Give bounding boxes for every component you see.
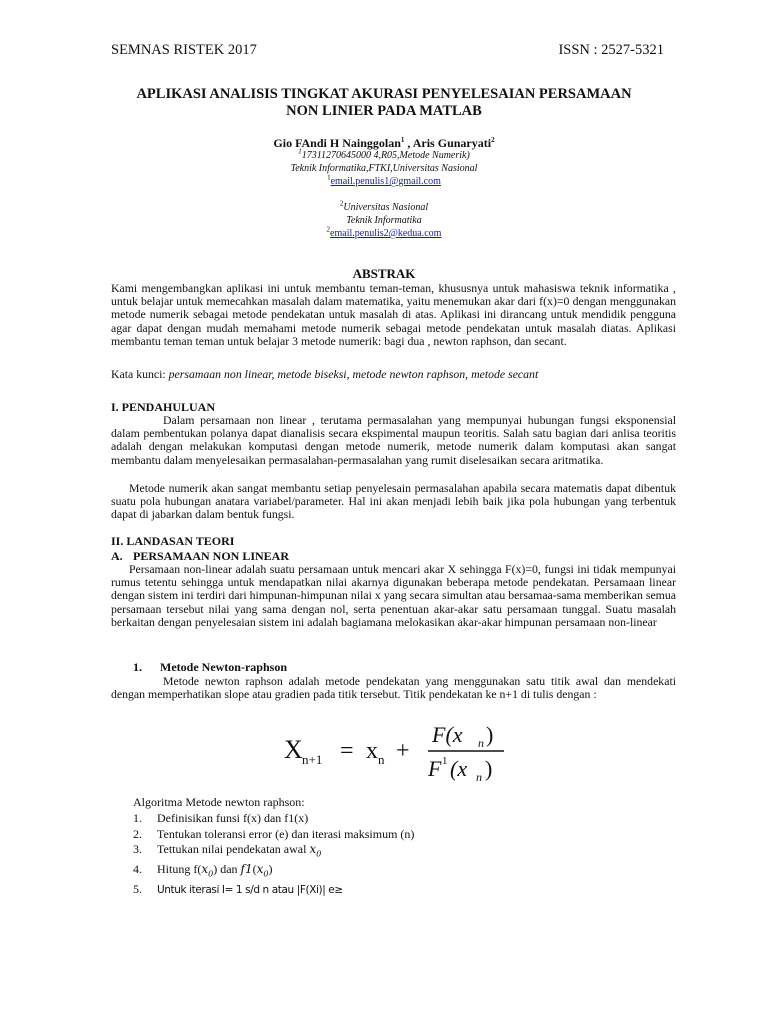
item-number: 4. xyxy=(133,862,142,877)
math-x: x xyxy=(309,842,317,857)
formula-lhs: X xyxy=(284,735,303,764)
method-1-number: 1. xyxy=(133,660,142,674)
item-text: Tentukan toleransi error (e) dan iterasi maksimum (n) xyxy=(157,826,415,841)
aff1-id-line: 17311270645000 4,R05,Metode Numerik) xyxy=(301,150,470,161)
section-1-heading: I. PENDAHULUAN xyxy=(111,400,216,414)
list-item xyxy=(133,811,414,827)
formula-lhs-sub: n+1 xyxy=(302,752,323,767)
section-2-paragraph-1: Persamaan non-linear adalah suatu persamaan untuk mencari akar X sehingga F(x)=0, fungsi ini tidak mempunyai rumus tetentu sehingga untuk mendapatkan nilai akarnya digunakan beberapa metode pendekatan. Persamaan linear dengan sistem ini terdiri dari himpunan-himpunan nilai x yang secara simultan atau bersamaa-sama memberikan semua persamaan tersebut nilai yang sama dengan nol, serta penentuan akar-akar satu persamaan tunggal. Suatu masalah berkaitan dengan penyelesaian sistem ini adalah bagiamana melokasikan akar-akar himpunan persamaan non-linear xyxy=(111,562,676,629)
running-header-right: ISSN : 2527-5321 xyxy=(558,42,664,58)
formula-denominator-close: ) xyxy=(485,756,493,781)
aff2-univ: Universitas Nasional xyxy=(343,202,429,213)
math-x: x xyxy=(201,862,209,877)
method-1-title: Metode Newton-raphson xyxy=(160,660,287,674)
author-line xyxy=(100,136,668,150)
method-1-paragraph: Metode newton raphson adalah metode pendekatan yang menggunakan satu titik awal dan mendekati dengan memperhatikan slope atau gradien pada titik tersebut. Titik pendekatan ke n+1 di tulis dengan : xyxy=(111,674,676,702)
formula-denominator-sub: n xyxy=(476,770,482,782)
item-number: 2. xyxy=(133,826,142,841)
formula-equals: = xyxy=(340,738,354,764)
list-item xyxy=(133,882,414,899)
newton-raphson-formula xyxy=(280,718,540,782)
math-x: x xyxy=(256,862,264,877)
author-2-sup: 2 xyxy=(491,136,495,144)
list-item xyxy=(133,827,414,843)
item-text: Tettukan nilai pendekatan awal xyxy=(157,842,310,857)
formula-denominator-rest: (x xyxy=(450,756,468,781)
email-link-2[interactable]: email.penulis2@kedua.com xyxy=(330,228,442,239)
item-text: Definisikan funsi f(x) dan f1(x) xyxy=(157,811,309,825)
keywords-text: persamaan non linear, metode biseksi, metode newton raphson, metode secant xyxy=(168,367,539,381)
algorithm-title: Algoritma Metode newton raphson: xyxy=(133,795,305,809)
abstract-heading: ABSTRAK xyxy=(352,266,416,281)
formula-x-sub: n xyxy=(378,752,385,767)
math-sub: 0 xyxy=(208,869,214,879)
subsection-a-title: PERSAMAAN NON LINEAR xyxy=(133,549,290,563)
author-2: Aris Gunaryati xyxy=(412,136,492,150)
math-x0 xyxy=(309,842,322,859)
aff1-email-sup: 1 xyxy=(327,173,331,182)
math-sub: 0 xyxy=(316,849,322,859)
abstract-body: Kami mengembangkan aplikasi ini untuk membantu teman-teman, khususnya untuk mahasiswa teknik informatika , untuk belajar untuk memecahkan masalah dalam matematika, yaitu menemukan akar dari f(x)=0 dengan menggunakan metode numerik sebagai metode pendekatan untuk masalah di atas. Aplikasi ini dirancang untuk mendidik pengguna agar dapat dengan mudah memahami metode numerik sebagai metode pendekatan untuk masalah diatas. Aplikasi membantu teman teman untuk belajar 3 metode numerik: bagi dua , newton raphson, dan secant. xyxy=(111,281,676,348)
item-4-mid: ) dan xyxy=(213,862,241,877)
email-link-1[interactable]: email.penulis1@gmail.com xyxy=(330,176,441,187)
item-number: 1. xyxy=(133,811,142,825)
affiliation-1-email-line xyxy=(100,173,668,188)
affiliation-1-dept: Teknik Informatika,FTKI,Universitas Nasional xyxy=(290,163,478,174)
subsection-a-heading xyxy=(111,549,289,563)
list-item xyxy=(133,842,414,862)
formula-denominator-sup: 1 xyxy=(442,755,448,767)
aff2-sup: 2 xyxy=(339,199,344,208)
formula-plus: + xyxy=(396,738,410,764)
list-item: 4. Hitung $f(x_0)$ dan $f1(x_0)$ xyxy=(133,862,273,879)
author-1-sup: 1 xyxy=(400,136,405,144)
formula-numerator: F(x xyxy=(432,722,463,747)
item-number: 5. xyxy=(133,882,142,897)
formula-x: x xyxy=(366,738,378,764)
formula-denominator-f: F xyxy=(428,756,442,781)
section-1-paragraph-1: Dalam persamaan non linear , terutama permasalahan yang mempunyai hubungan fungsi eksponensial dalam pembentukan polanya dapat dianalisis secara ekspimental maupun teoritis. Salah satu bagian dari anlisa teoritis adalah dengan melakukan komputasi dengan metode numerik, metode numerik dalam komputasi akan sangat membantu dalam menyelesaikan permasalahan-permasalahan yang rumit diselesaikan secara aritmatika. xyxy=(111,413,676,467)
running-header-left: SEMNAS RISTEK 2017 xyxy=(111,42,257,58)
math-x0 xyxy=(201,862,214,879)
formula-numerator-sub: n xyxy=(478,736,484,750)
math-f1: f1 xyxy=(240,862,253,877)
title-line-1: APLIKASI ANALISIS TINGKAT AKURASI PENYELESAIAN PERSAMAAN xyxy=(136,86,632,102)
method-1-heading xyxy=(133,660,287,675)
section-2-heading: II. LANDASAN TEORI xyxy=(111,534,235,548)
item-text: Untuk iterasi I= 1 s/d n atau |F(Xi)| e≥ xyxy=(157,884,343,897)
affiliation-2-univ xyxy=(100,199,668,214)
formula-numerator-close: ) xyxy=(486,722,494,747)
math-x0 xyxy=(256,862,269,879)
title-line-2: NON LINIER PADA MATLAB xyxy=(286,103,482,119)
keywords-label: Kata kunci: xyxy=(111,367,169,381)
author-separator: , xyxy=(404,136,413,150)
algorithm-list xyxy=(133,811,414,899)
affiliation-1-id xyxy=(100,147,668,162)
aff2-email-sup: 2 xyxy=(326,225,331,234)
keywords-line xyxy=(111,368,676,381)
math-sub: 0 xyxy=(263,869,269,879)
author-1: Gio FAndi H Nainggolan xyxy=(273,136,401,150)
item-number: 3. xyxy=(133,842,142,857)
item-4-end: ) xyxy=(268,862,273,877)
affiliation-2-dept: Teknik Informatika xyxy=(346,215,422,226)
affiliation-2-email-line xyxy=(100,225,668,240)
section-1-paragraph-2: Metode numerik akan sangat membantu setiap penyelesain permasalahan apabila secara matematis dapat dibentuk suatu pola hubungan anatara variabel/parameter. Hal ini akan menjadi lebih baik jika pola hubungan yang terbentuk dapat di jabarkan dalam bentuk fungsi. xyxy=(111,481,676,522)
subsection-a-number: A. xyxy=(111,549,123,563)
aff1-sup: 1 xyxy=(298,147,302,156)
paper-title xyxy=(100,86,668,120)
item-text: Hitung f( xyxy=(157,862,202,877)
